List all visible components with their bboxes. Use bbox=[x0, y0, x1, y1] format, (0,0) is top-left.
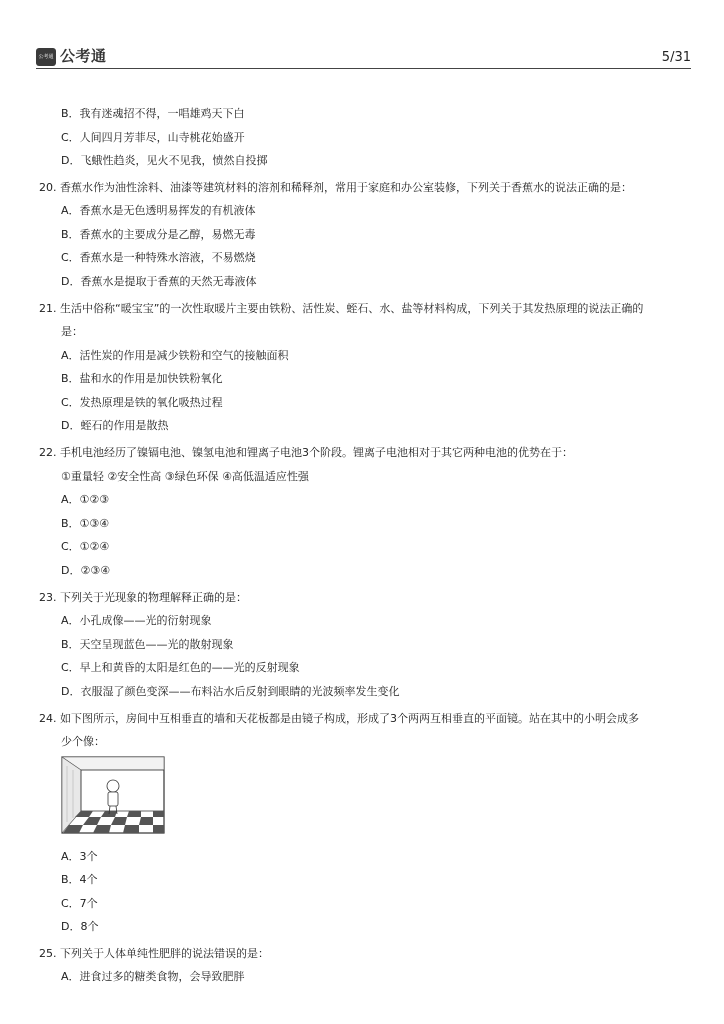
option-line: B．①③④ bbox=[61, 517, 110, 530]
option-line: D．飞蛾性趋炎，见火不见我，愤然自投掷 bbox=[61, 154, 268, 167]
option-line: B．我有迷魂招不得，一唱雄鸡天下白 bbox=[61, 107, 245, 120]
question-21: 21. 生活中俗称“暖宝宝”的一次性取暖片主要由铁粉、活性炭、蛭石、水、盐等材料构成，下列关于其发热原理的说法正确的 bbox=[39, 302, 644, 315]
question-23: 23. 下列关于光现象的物理解释正确的是： bbox=[39, 591, 247, 604]
option-line: D．8个 bbox=[61, 920, 99, 933]
question-25: 25. 下列关于人体单纯性肥胖的说法错误的是： bbox=[39, 947, 269, 960]
option-line: D．②③④ bbox=[61, 564, 111, 577]
option-line: D．衣服湿了颜色变深——布料沾水后反射到眼睛的光波频率发生变化 bbox=[61, 685, 400, 698]
option-line: B．香蕉水的主要成分是乙醇，易燃无毒 bbox=[61, 228, 256, 241]
option-line: A．小孔成像——光的衍射现象 bbox=[61, 614, 212, 627]
logo-badge: 公考通 bbox=[36, 48, 56, 66]
option-line: D．香蕉水是提取于香蕉的天然无毒液体 bbox=[61, 275, 257, 288]
option-line: C．香蕉水是一种特殊水溶液，不易燃烧 bbox=[61, 251, 256, 264]
question-continuation: 是： bbox=[61, 325, 83, 338]
mirror-room-figure bbox=[61, 756, 165, 834]
option-line: C．早上和黄昏的太阳是红色的——光的反射现象 bbox=[61, 661, 300, 674]
question-22: 22. 手机电池经历了镍镉电池、镍氢电池和锂离子电池3个阶段。锂离子电池相对于其它两种电池的优势在于： bbox=[39, 446, 573, 459]
question-20: 20. 香蕉水作为油性涂料、油漆等建筑材料的溶剂和稀释剂，常用于家庭和办公室装修，下列关于香蕉水的说法正确的是： bbox=[39, 181, 632, 194]
option-line: B．天空呈现蓝色——光的散射现象 bbox=[61, 638, 234, 651]
option-line: A．①②③ bbox=[61, 493, 110, 506]
option-line: A．3个 bbox=[61, 850, 98, 863]
option-line: A．香蕉水是无色透明易挥发的有机液体 bbox=[61, 204, 256, 217]
option-line: D．蛭石的作用是散热 bbox=[61, 419, 169, 432]
option-line: C．发热原理是铁的氧化吸热过程 bbox=[61, 396, 223, 409]
option-line: A．进食过多的糖类食物，会导致肥胖 bbox=[61, 970, 245, 983]
option-line: C．7个 bbox=[61, 897, 98, 910]
option-line: C．人间四月芳菲尽，山寺桃花始盛开 bbox=[61, 131, 245, 144]
page-number: 5/31 bbox=[661, 50, 691, 65]
question-continuation: 少个像： bbox=[61, 735, 105, 748]
question-24: 24. 如下图所示，房间中互相垂直的墙和天花板都是由镜子构成，形成了3个两两互相垂直的平面镜。站在其中的小明会成多 bbox=[39, 712, 639, 725]
logo-text: 公考通 bbox=[60, 47, 107, 65]
statement-list: ①重量轻 ②安全性高 ③绿色环保 ④高低温适应性强 bbox=[61, 470, 309, 483]
option-line: B．盐和水的作用是加快铁粉氧化 bbox=[61, 372, 223, 385]
option-line: A．活性炭的作用是减少铁粉和空气的接触面积 bbox=[61, 349, 289, 362]
option-line: B．4个 bbox=[61, 873, 98, 886]
option-line: C．①②④ bbox=[61, 540, 110, 553]
